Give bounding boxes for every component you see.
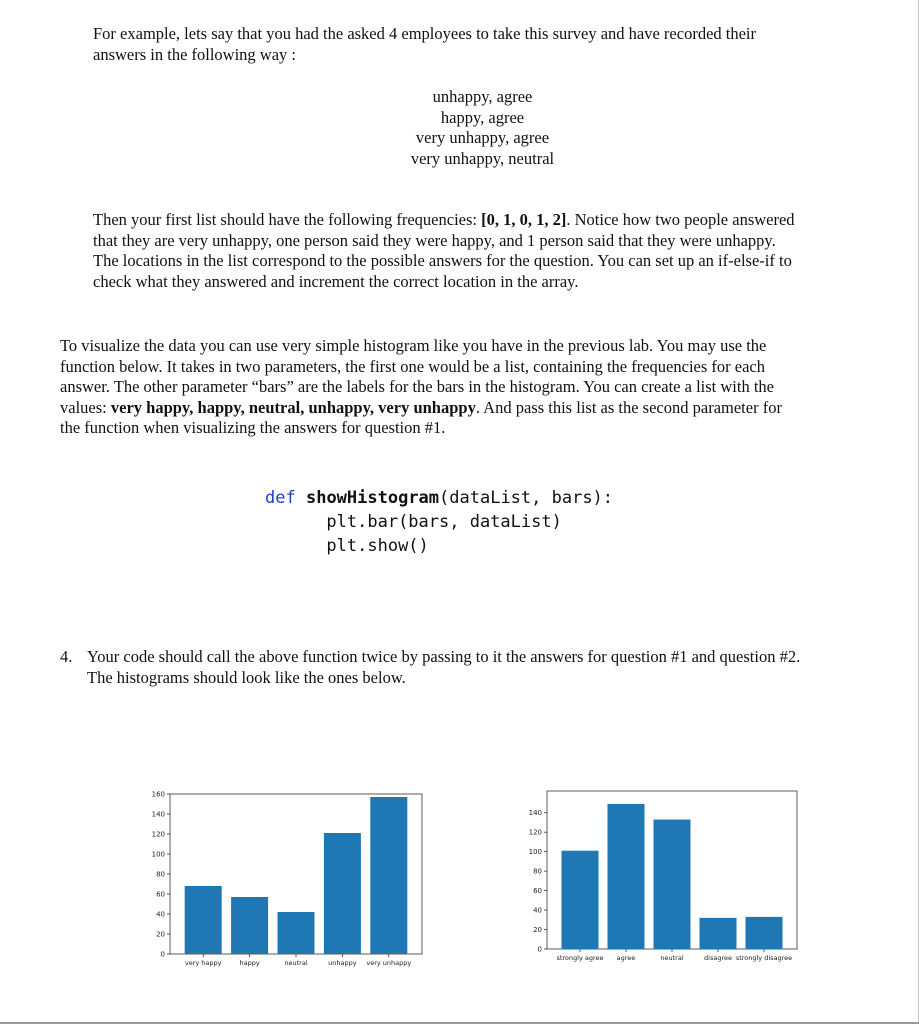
x-tick-label: very unhappy (366, 959, 412, 967)
histogram-question-2 (520, 786, 810, 971)
y-tick-label: 100 (151, 850, 165, 859)
x-tick-label: agree (616, 954, 636, 962)
x-tick-label: neutral (660, 954, 684, 962)
response-item: unhappy, agree (432, 87, 533, 106)
bar (746, 917, 783, 949)
item-4-text: Your code should call the above function twice by passing to it the answers for question #1 and question #2. (87, 647, 801, 666)
bar (700, 918, 737, 949)
item-4-line (60, 647, 800, 668)
bar (608, 804, 645, 949)
frequencies-line (93, 210, 795, 231)
bar (185, 886, 222, 954)
y-tick-label: 160 (151, 790, 165, 799)
x-tick-label: unhappy (328, 959, 357, 967)
frequencies-line: that they are very unhappy, one person said they were happy, and 1 person said that they were unhappy. (93, 230, 776, 250)
visualize-text: values: (60, 397, 111, 417)
histogram-question-1 (140, 786, 430, 971)
code-block (265, 486, 613, 558)
x-tick-label: disagree (704, 954, 732, 962)
visualize-line: To visualize the data you can use very simple histogram like you have in the previous lab. You may use the (60, 336, 767, 355)
frequencies-paragraph (93, 210, 795, 292)
y-tick-label: 120 (528, 828, 542, 837)
y-tick-label: 120 (151, 830, 165, 839)
code-keyword: def (265, 488, 296, 508)
bar (278, 912, 315, 954)
x-tick-label: strongly agree (556, 954, 604, 962)
code-function-name: showHistogram (305, 488, 440, 508)
frequencies-text: . Notice how two people answered (566, 210, 795, 229)
y-tick-label: 140 (528, 809, 542, 818)
y-tick-label: 0 (537, 945, 542, 954)
code-line: plt.show() (326, 536, 429, 556)
bar (370, 797, 407, 954)
visualize-line: the function when visualizing the answers for question #1. (60, 418, 446, 437)
item-4-line: The histograms should look like the ones below. (87, 667, 406, 687)
response-item: happy, agree (440, 107, 525, 127)
visualize-paragraph (60, 336, 782, 439)
item-4-number: 4. (60, 647, 73, 666)
survey-responses (380, 87, 585, 169)
y-tick-label: 20 (156, 930, 165, 939)
y-tick-label: 80 (156, 870, 165, 879)
y-tick-label: 0 (160, 950, 165, 959)
visualize-line: answer. The other parameter “bars” are the labels for the bars in the histogram. You can create a list with the (60, 377, 774, 396)
item-4 (60, 647, 800, 688)
bar-labels-bold: very happy, happy, neutral, unhappy, very unhappy (110, 397, 476, 417)
intro-paragraph (93, 24, 756, 65)
intro-line: answers in the following way : (93, 44, 297, 64)
x-tick-label: neutral (284, 959, 308, 967)
y-tick-label: 80 (533, 867, 542, 876)
frequencies-line: check what they answered and increment the correct location in the array. (93, 271, 579, 291)
bar (654, 820, 691, 949)
y-tick-label: 40 (156, 910, 165, 919)
y-tick-label: 60 (156, 890, 165, 899)
y-tick-label: 40 (533, 906, 542, 915)
x-tick-label: strongly disagree (735, 954, 793, 962)
intro-line: For example, lets say that you had the asked 4 employees to take this survey and have recorded their (93, 24, 757, 43)
code-params: (dataList, bars): (439, 488, 614, 508)
code-line: plt.bar(bars, dataList) (326, 512, 562, 532)
bar (231, 897, 268, 954)
y-tick-label: 100 (528, 848, 542, 857)
bar (324, 833, 361, 954)
response-item: very unhappy, agree (415, 128, 550, 147)
visualize-line (60, 398, 782, 419)
visualize-line: function below. It takes in two parameters, the first one would be a list, containing the frequencies for each (60, 356, 765, 376)
y-tick-label: 20 (533, 926, 542, 935)
x-tick-label: happy (239, 959, 260, 967)
frequencies-text: Then your first list should have the following frequencies: (93, 210, 482, 229)
y-tick-label: 140 (151, 810, 165, 819)
bar (562, 851, 599, 949)
frequencies-line: The locations in the list correspond to the possible answers for the question. You can set up an if-else-if to (93, 251, 792, 270)
visualize-text: . And pass this list as the second parameter for (475, 397, 782, 417)
y-tick-label: 60 (533, 887, 542, 896)
response-item: very unhappy, neutral (410, 148, 555, 168)
frequencies-list: [0, 1, 0, 1, 2] (481, 210, 567, 229)
x-tick-label: very happy (184, 959, 222, 967)
